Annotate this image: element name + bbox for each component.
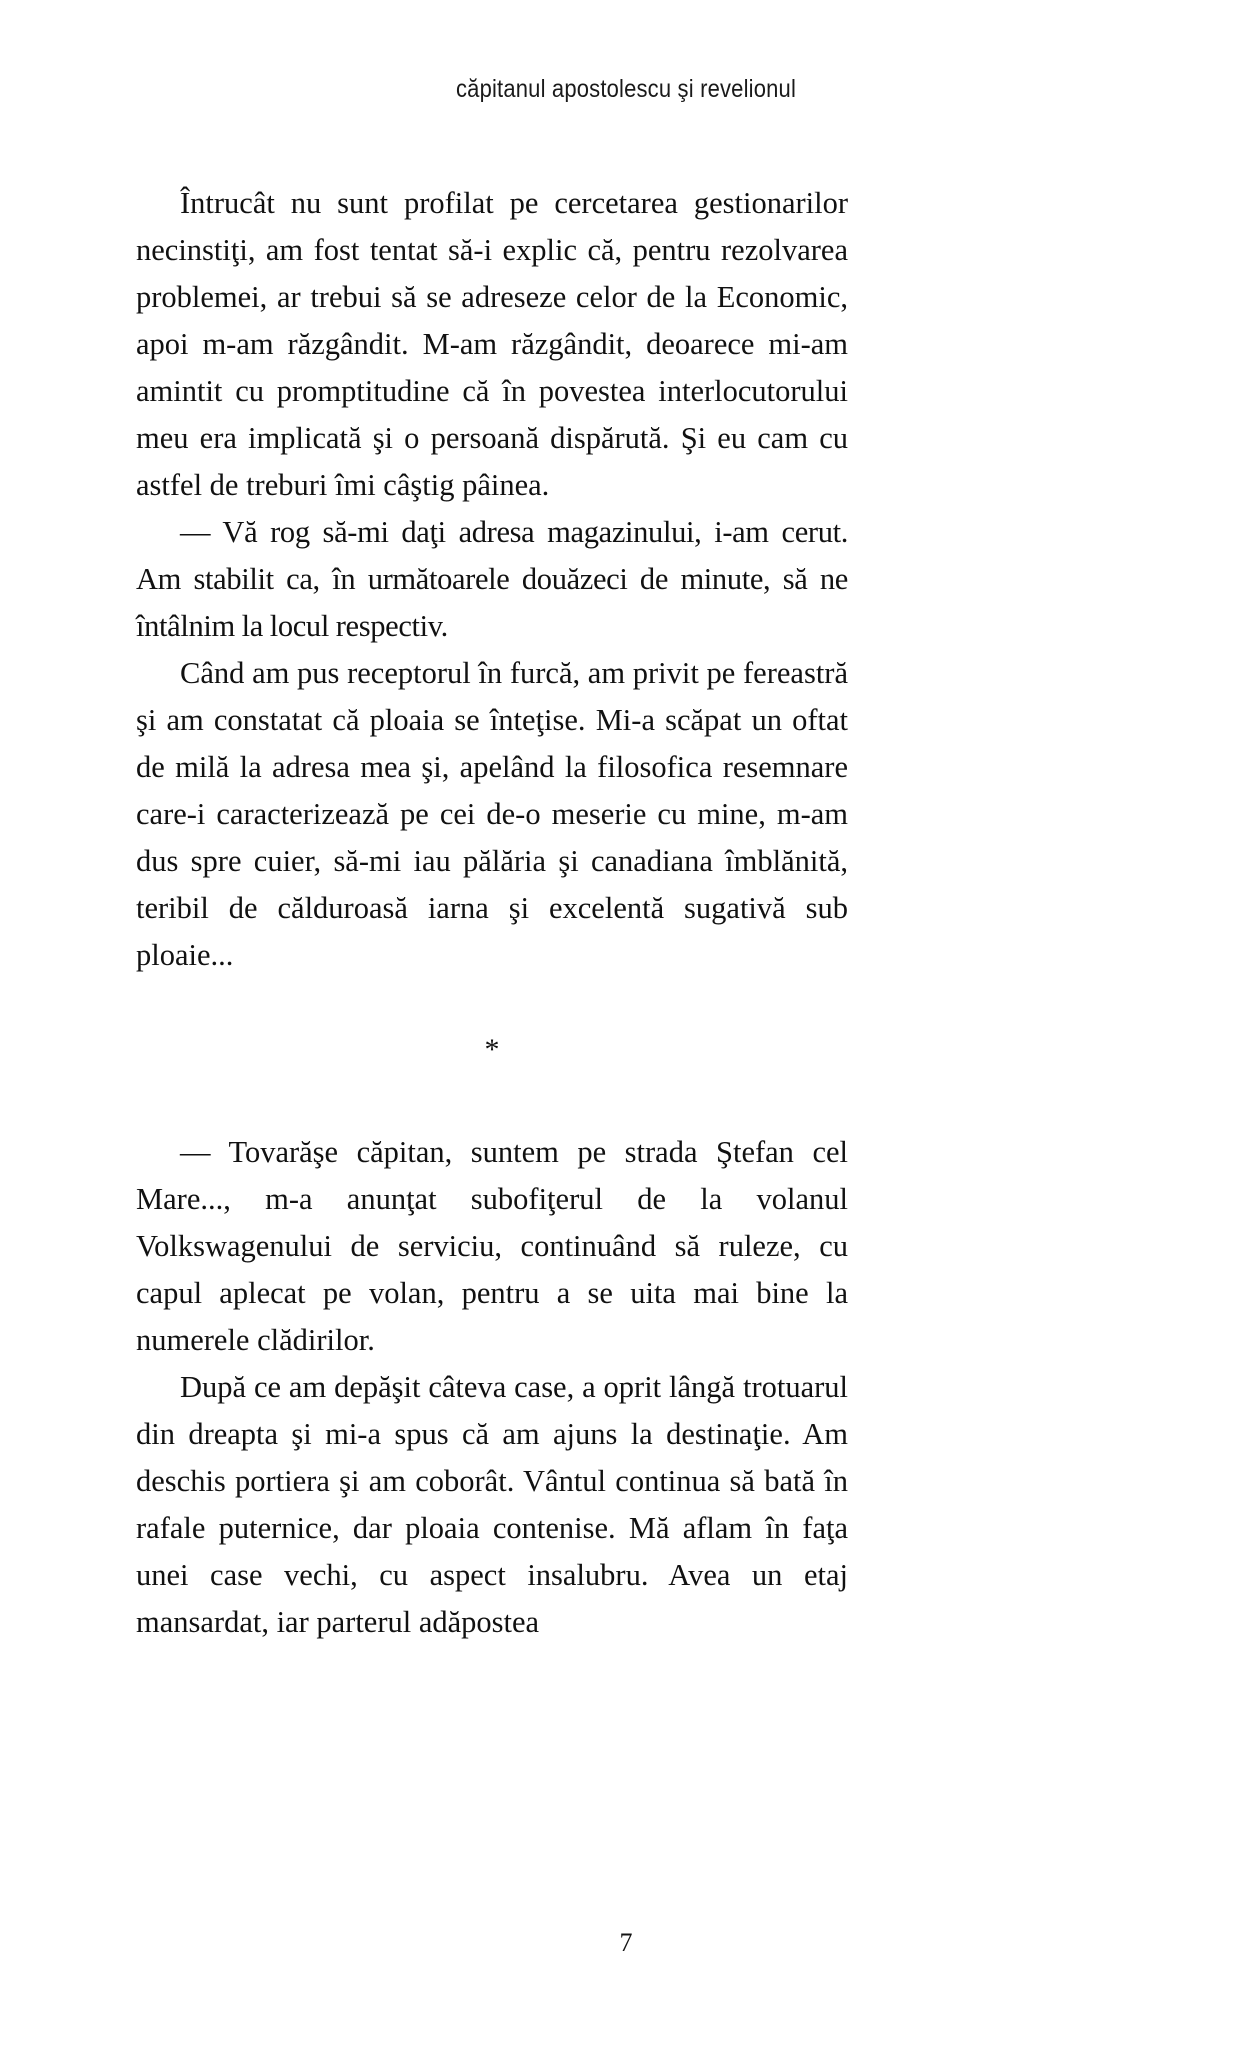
paragraph-3: Când am pus receptorul în furcă, am privit pe fereastră şi am constatat că ploaia se înteţise. Mi-a scăpat un oftat de milă la adresa mea şi, apelând la filosofica resemnare care-i caracterizează pe cei de-o meserie cu mine, m-am dus spre cuier, să-mi iau pălăria şi canadiana îmblănită, teribil de călduroasă iarna şi excelentă sugativă sub ploaie...: [136, 656, 848, 972]
page-number: 7: [619, 1928, 633, 1957]
separator-space-above: [136, 979, 848, 1035]
body-text-block: [136, 180, 848, 1646]
paragraph-5: După ce am depăşit câteva case, a oprit lângă trotuarul din dreapta şi mi-a spus că am ajuns la destinaţie. Am deschis portiera şi am coborât. Vântul continua să bată în rafale puternice, dar ploaia contenise. Mă aflam în faţa unei case vechi, cu aspect insalubru. Avea un etaj mansardat, iar parterul adăpostea: [136, 1370, 848, 1639]
paragraph-2: — Vă rog să-mi daţi adresa magazinului, i-am cerut. Am stabilit ca, în următoarele douăzeci de minute, să ne întâlnim la locul respectiv.: [136, 515, 848, 643]
running-header: căpitanul apostolescu şi revelionul: [455, 75, 797, 103]
section-separator-asterisk: *: [484, 1033, 500, 1066]
paragraph-4: — Tovarăşe căpitan, suntem pe strada Ştefan cel Mare..., m-a anunţat subofiţerul de la volanul Volkswagenului de serviciu, continuând să ruleze, cu capul aplecat pe volan, pentru a se uita mai bine la numerele clădirilor.: [136, 1135, 848, 1357]
paragraph-1: Întrucât nu sunt profilat pe cercetarea gestionarilor necinstiţi, am fost tentat să-i explic că, pentru rezolvarea problemei, ar trebui să se adreseze celor de la Economic, apoi m-am răzgândit. M-am răzgândit, deoarece mi-am amintit cu promptitudine că în povestea interlocutorului meu era implicată şi o persoană dispărută. Şi eu cam cu astfel de treburi îmi câştig pâinea.: [136, 186, 848, 502]
separator-space-below: [136, 1065, 848, 1129]
